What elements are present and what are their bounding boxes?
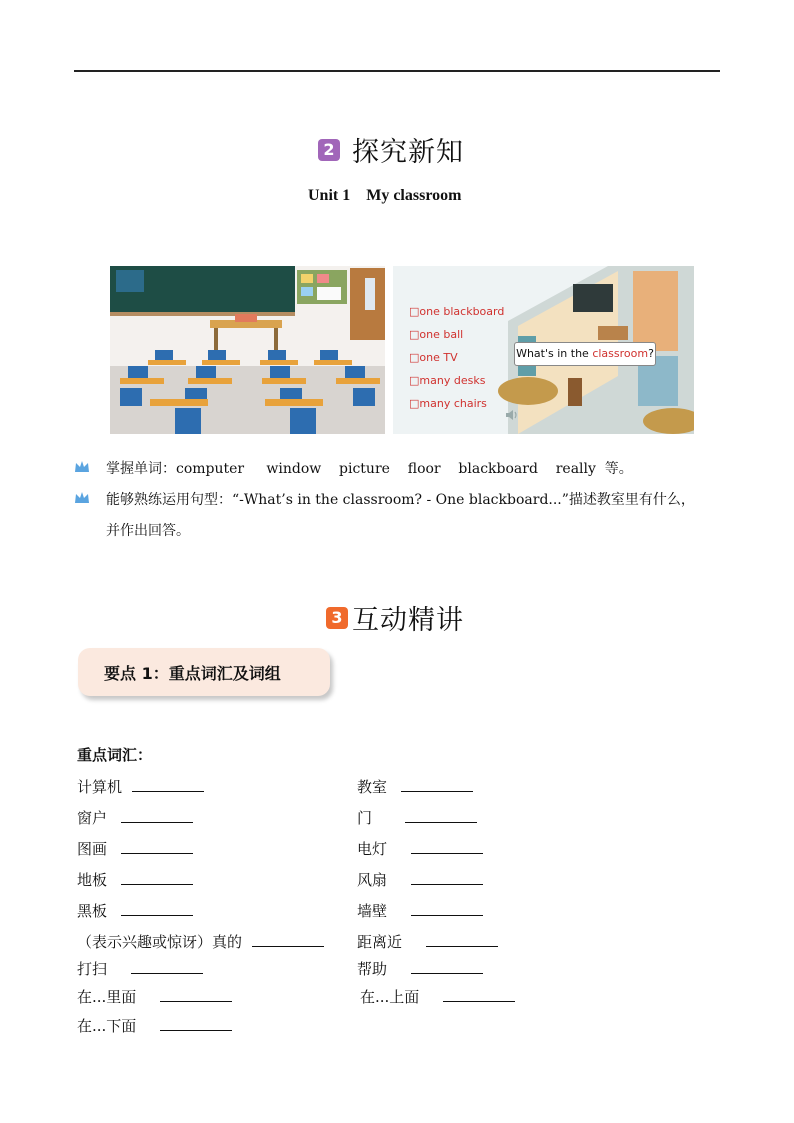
section-number-badge: 3	[326, 607, 348, 629]
vocab-item: 地板	[77, 869, 193, 890]
checkbox-icon: □	[409, 351, 420, 364]
unit-title: Unit 1 My classroom	[308, 187, 462, 204]
answer-blank[interactable]	[426, 945, 498, 947]
section-number-badge: 2	[318, 139, 340, 161]
answer-blank[interactable]	[121, 883, 193, 885]
classroom-checklist-illustration	[393, 266, 694, 434]
key-point-label: 要点 1：重点词汇及词组	[104, 664, 281, 683]
section-title: 互动精讲	[352, 605, 464, 636]
answer-blank[interactable]	[405, 821, 477, 823]
vocab-heading: 重点词汇：	[77, 746, 153, 764]
speaker-icon[interactable]	[505, 408, 519, 422]
answer-blank[interactable]	[252, 945, 324, 947]
answer-blank[interactable]	[121, 821, 193, 823]
objective-bullet	[74, 458, 633, 478]
vocab-item: 计算机	[77, 776, 204, 797]
vocab-item: 电灯	[357, 838, 483, 859]
classroom-illustration	[110, 266, 385, 434]
key-point-box	[78, 648, 330, 696]
answer-blank[interactable]	[411, 852, 483, 854]
vocab-item: 门	[357, 807, 477, 828]
answer-blank[interactable]	[401, 790, 473, 792]
vocab-item: 在...上面	[360, 986, 515, 1007]
answer-blank[interactable]	[121, 914, 193, 916]
vocab-item: 黑板	[77, 900, 193, 921]
checklist-item: □many desks	[409, 374, 486, 387]
vocab-item: 在...里面	[77, 986, 232, 1007]
vocab-item: 风扇	[357, 869, 483, 890]
crown-bullet-icon	[74, 460, 90, 474]
header-rule	[74, 70, 720, 72]
checklist-item: □one TV	[409, 351, 458, 364]
checklist-item: □one ball	[409, 328, 464, 341]
vocab-item: （表示兴趣或惊讶）真的	[77, 931, 324, 952]
objective-text: 能够熟练运用句型：“-What’s in the classroom? - One blackboard...”描述教室里有什么，	[106, 492, 695, 508]
crown-bullet-icon	[74, 491, 90, 505]
answer-blank[interactable]	[443, 1000, 515, 1002]
classroom-scene-icon	[110, 266, 385, 434]
vocab-item: 距离近	[357, 931, 498, 952]
checkbox-icon: □	[409, 374, 420, 387]
vocab-item: 在...下面	[77, 1015, 232, 1036]
objective-text: 掌握单词：computer window picture floor blackboard really 等。	[106, 461, 633, 477]
answer-blank[interactable]	[131, 972, 203, 974]
checkbox-icon: □	[409, 397, 420, 410]
objective-continuation: 并作出回答。	[106, 523, 190, 539]
vocab-item: 图画	[77, 838, 193, 859]
vocab-item: 教室	[357, 776, 473, 797]
answer-blank[interactable]	[411, 883, 483, 885]
answer-blank[interactable]	[160, 1000, 232, 1002]
checklist	[409, 300, 504, 415]
checkbox-icon: □	[409, 305, 420, 318]
section-interactive-heading	[326, 598, 464, 637]
vocab-item: 打扫	[77, 958, 203, 979]
answer-blank[interactable]	[121, 852, 193, 854]
vocab-item: 帮助	[357, 958, 483, 979]
checkbox-icon: □	[409, 328, 420, 341]
answer-blank[interactable]	[160, 1029, 232, 1031]
speech-bubble: What's in the classroom?	[514, 342, 656, 366]
checklist-item: □many chairs	[409, 397, 487, 410]
objective-bullet	[74, 489, 695, 509]
section-title: 探究新知	[352, 137, 464, 168]
answer-blank[interactable]	[411, 972, 483, 974]
checklist-item: □one blackboard	[409, 305, 505, 318]
vocab-item: 墙壁	[357, 900, 483, 921]
answer-blank[interactable]	[132, 790, 204, 792]
vocab-item: 窗户	[77, 807, 193, 828]
section-explore-heading	[318, 130, 464, 169]
answer-blank[interactable]	[411, 914, 483, 916]
